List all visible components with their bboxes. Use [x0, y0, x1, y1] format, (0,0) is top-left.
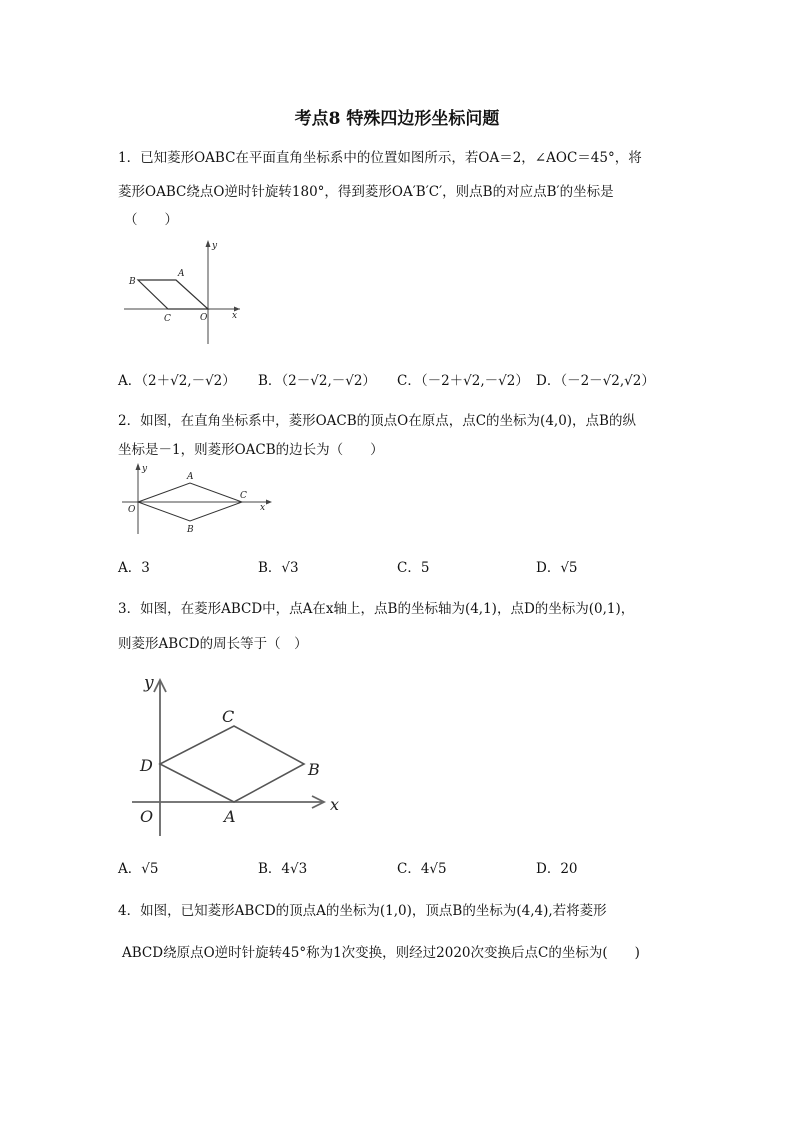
q2-y-arrow — [136, 463, 141, 470]
q2-x-arrow — [266, 500, 272, 505]
q3-label-x: x — [330, 795, 340, 814]
q2-option-d: D．√5 — [536, 560, 578, 576]
q3-option-c: C．4√5 — [397, 861, 447, 877]
q2-option-c: C．5 — [397, 560, 430, 576]
q2-option-b: B．√3 — [258, 560, 299, 576]
q3-text-line1: 3．如图，在菱形ABCD中，点A在x轴上，点B的坐标轴为(4,1)，点D的坐标为(0,1)， — [118, 601, 635, 617]
q3-figure — [132, 668, 352, 840]
q2-label-c: C — [240, 491, 247, 501]
q3-label-b: B — [308, 760, 320, 779]
q1-y-arrow — [206, 240, 211, 247]
q2-figure — [118, 460, 278, 536]
q1-option-b: B．（2－√2,－√2） — [258, 373, 376, 389]
q1-label-b: B — [129, 277, 136, 287]
q3-text-line2: 则菱形ABCD的周长等于（ ） — [118, 636, 308, 652]
q1-text-line1: 1．已知菱形OABC在平面直角坐标系中的位置如图所示，若OA＝2，∠AOC＝45°，将 — [118, 150, 642, 166]
q2-option-a: A．3 — [118, 560, 150, 576]
q3-rhombus — [160, 726, 304, 802]
q3-option-d: D．20 — [536, 861, 578, 877]
q1-figure — [118, 236, 248, 348]
q3-option-b: B．4√3 — [258, 861, 308, 877]
q3-label-y: y — [144, 673, 154, 693]
q1-option-c: C．（－2＋√2,－√2） — [397, 373, 529, 389]
q2-label-o: O — [128, 505, 136, 515]
q1-label-a: A — [178, 269, 185, 279]
q1-label-y: y — [212, 241, 218, 251]
q1-label-o: O — [200, 313, 208, 323]
q2-label-y: y — [142, 464, 148, 474]
q1-label-c: C — [164, 314, 171, 324]
q2-label-x: x — [260, 503, 266, 513]
q1-option-a: A．（2＋√2,－√2） — [118, 373, 236, 389]
q1-rhombus — [138, 280, 208, 309]
q3-label-a: A — [224, 807, 236, 826]
q4-text-line2: ABCD绕原点O逆时针旋转45°称为1次变换，则经过2020次变换后点C的坐标为( ) — [122, 945, 640, 961]
q1-text-line3: （ ） — [124, 212, 178, 228]
q1-text-line2: 菱形OABC绕点O逆时针旋转180°，得到菱形OA′B′C′，则点B的对应点B′的坐标是 — [118, 184, 614, 200]
q4-text-line1: 4．如图，已知菱形ABCD的顶点A的坐标为(1,0)，顶点B的坐标为(4,4),若将菱形 — [118, 903, 607, 919]
q3-label-o: O — [140, 807, 154, 826]
q2-text-line2: 坐标是－1，则菱形OACB的边长为（ ） — [118, 442, 384, 458]
q3-option-a: A．√5 — [118, 861, 159, 877]
q2-label-a: A — [187, 472, 194, 482]
q2-label-b: B — [187, 525, 194, 535]
q1-option-d: D．（－2－√2,√2） — [536, 373, 655, 389]
q2-text-line1: 2．如图，在直角坐标系中，菱形OACB的顶点O在原点，点C的坐标为(4,0)，点B的纵 — [118, 413, 636, 429]
q1-label-x: x — [232, 311, 238, 321]
q3-label-d: D — [140, 756, 153, 775]
q3-label-c: C — [222, 707, 235, 726]
page-title: 考点8 特殊四边形坐标问题 — [294, 109, 500, 129]
